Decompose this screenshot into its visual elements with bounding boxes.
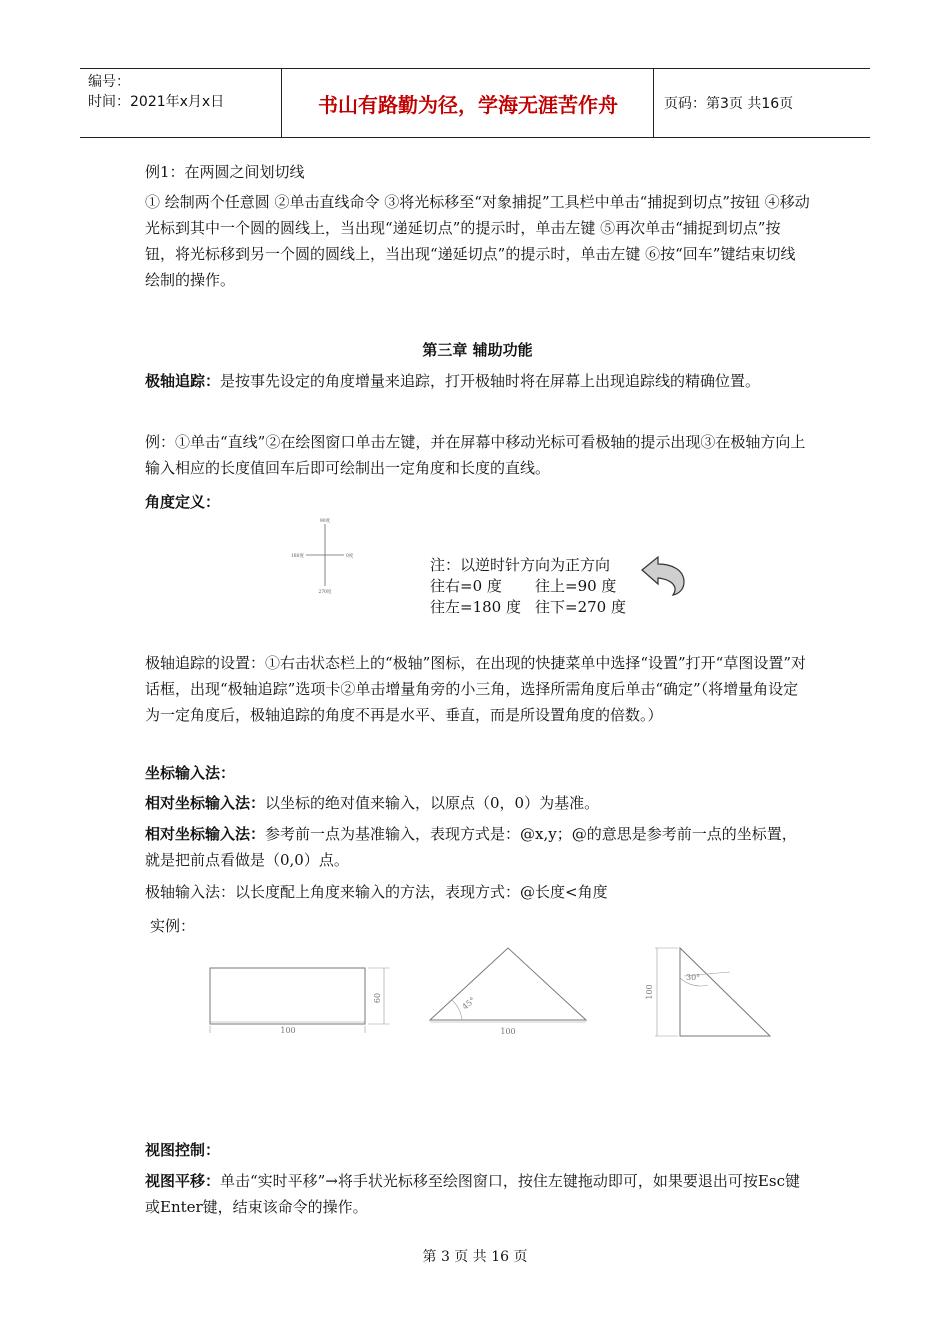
axis-label-down: 270度 bbox=[318, 590, 332, 595]
note-line-3: 往左=180 度 往下=270 度 bbox=[430, 598, 626, 616]
triangle-figure bbox=[430, 948, 586, 1036]
example1-body: ① 绘制两个任意圆 ②单击直线命令 ③将光标移至“对象捕捉”工具栏中单击“捕捉到切点”按钮 ④移动光标到其中一个圆的圆线上，当出现“递延切点”的提示时，单击左键 ⑤再次单击“捕捉到切点”按钮，将光标移到另一个圆的圆线上，当出现“递延切点”的提示时，单击左键 ⑥按“回车”键结束切线绘制的操作。 bbox=[145, 193, 810, 289]
axis-label-up: 90度 bbox=[319, 519, 331, 524]
coord-heading: 坐标输入法： bbox=[145, 764, 236, 782]
page-header bbox=[80, 68, 870, 138]
rectangle-figure bbox=[210, 968, 390, 1035]
right-triangle-angle-label: 30° bbox=[686, 973, 701, 982]
polar-definition bbox=[145, 368, 810, 394]
header-meta bbox=[80, 69, 282, 137]
axis-label-left: 180度 bbox=[290, 554, 304, 559]
right-triangle-height-label: 100 bbox=[645, 984, 654, 1000]
polar-def-text: 是按事先设定的角度增量来追踪，打开极轴时将在屏幕上出现追踪线的精确位置。 bbox=[220, 372, 761, 390]
angle-heading: 角度定义： bbox=[145, 493, 221, 511]
chapter-title: 第三章 辅助功能 bbox=[422, 341, 533, 359]
date-label: 时间：2021年x月x日 bbox=[88, 94, 225, 110]
view-pan: 视图平移：单击“实时平移”→将手状光标移至绘图窗口，按住左键拖动即可，如果要退出可按Esc键或Enter键，结束该命令的操作。 bbox=[145, 1172, 800, 1216]
header-motto: 书山有路勤为径，学海无涯苦作舟 bbox=[283, 69, 654, 137]
angle-axis-diagram bbox=[290, 512, 360, 598]
example-label: 实例： bbox=[150, 917, 196, 935]
coord-polar: 极轴输入法：以长度配上角度来输入的方法，表现方式：@长度<角度 bbox=[145, 883, 608, 901]
view-heading: 视图控制： bbox=[145, 1141, 221, 1159]
header-page-number: 页码：第3页 共16页 bbox=[664, 96, 794, 112]
polar-settings: 极轴追踪的设置：①右击状态栏上的“极轴”图标，在出现的快捷菜单中选择“设置”打开“草图设置”对话框，出现“极轴追踪”选项卡②单击增量角旁的小三角，选择所需角度后单击“确定”（将增量角设定为一定角度后，极轴追踪的角度不再是水平、垂直，而是所设置角度的倍数。） bbox=[145, 654, 807, 724]
rect-height-label: 60 bbox=[373, 992, 382, 1004]
right-triangle-figure bbox=[645, 948, 770, 1036]
code-label: 编号： bbox=[88, 74, 130, 90]
triangle-base-label: 100 bbox=[500, 1027, 516, 1036]
note-line-1: 注：以逆时针方向为正方向 bbox=[430, 556, 611, 574]
counterclockwise-arrow-icon bbox=[638, 552, 690, 598]
page-footer: 第 3 页 共 16 页 bbox=[422, 1249, 528, 1265]
angle-note bbox=[430, 555, 626, 618]
note-line-2: 往右=0 度 往上=90 度 bbox=[430, 577, 617, 595]
coord-absolute: 相对坐标输入法：以坐标的绝对值来输入，以原点（0，0）为基准。 bbox=[145, 794, 600, 812]
axis-label-right: 0度 bbox=[346, 554, 354, 559]
rect-width-label: 100 bbox=[280, 1026, 296, 1035]
polar-term: 极轴追踪： bbox=[145, 372, 221, 390]
polar-example: 例：①单击“直线”②在绘图窗口单击左键，并在屏幕中移动光标可看极轴的提示出现③在极轴方向上输入相应的长度值回车后即可绘制出一定角度和长度的直线。 bbox=[145, 433, 806, 477]
example1-title: 例1：在两圆之间划切线 bbox=[145, 163, 305, 181]
triangle-angle-label: 45° bbox=[460, 995, 478, 1012]
example-figures bbox=[200, 940, 800, 1040]
coord-relative: 相对坐标输入法：参考前一点为基准输入，表现方式是：@x,y；@的意思是参考前一点的坐标置，就是把前点看做是（0,0）点。 bbox=[145, 825, 797, 869]
